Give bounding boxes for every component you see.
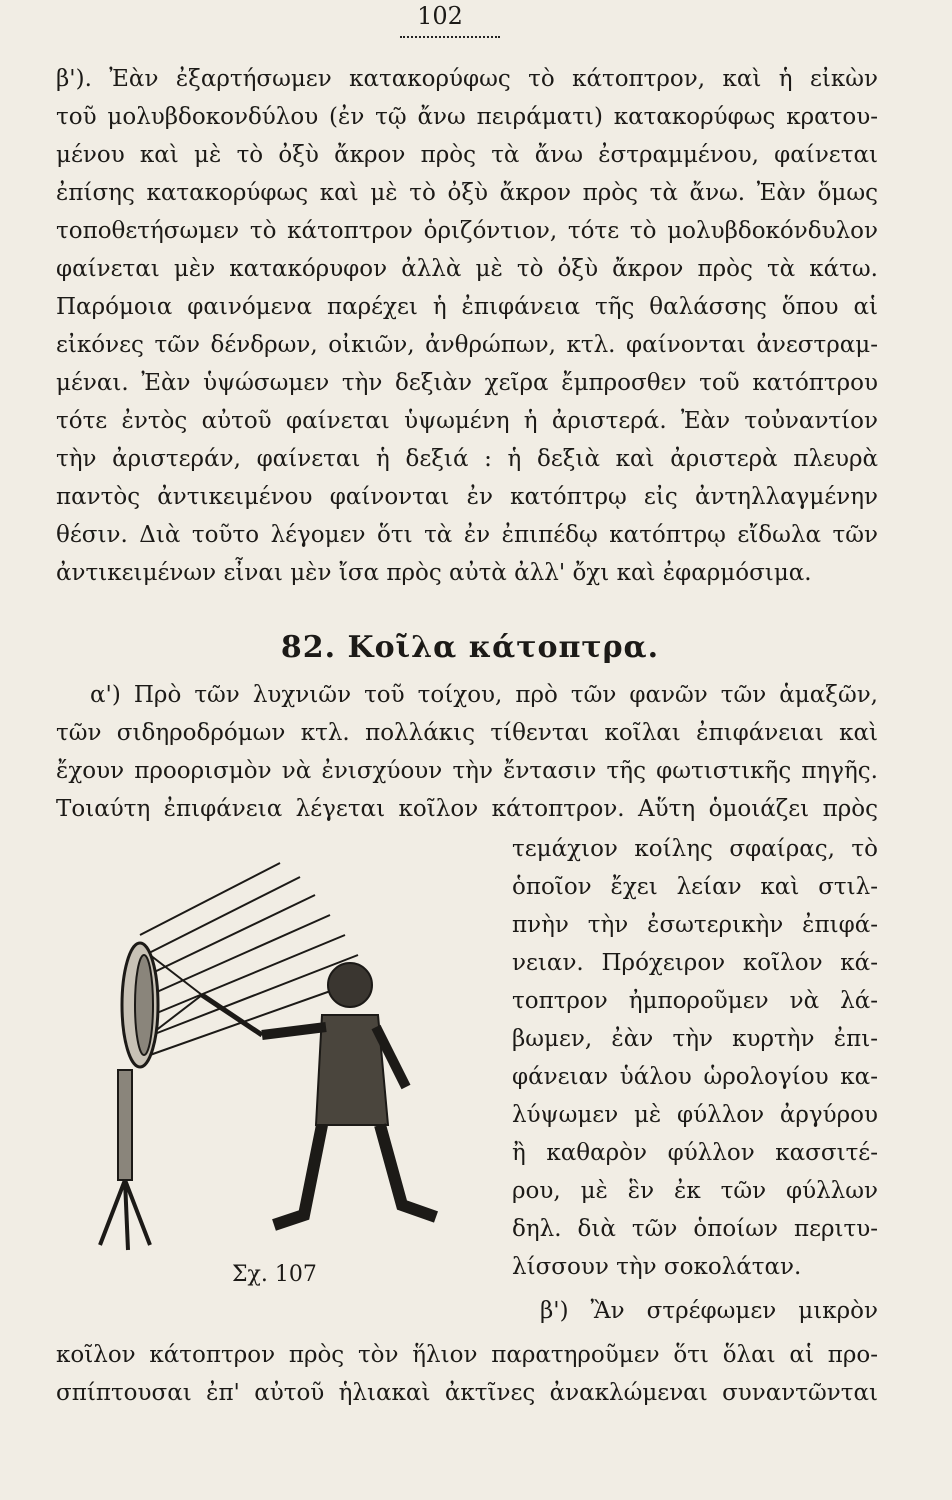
text-line: ἀντικειμένων εἶναι μὲν ἴσα πρὸς αὐτὰ ἀλλ' ὄχι καὶ ἐφαρμόσιμα. (56, 560, 812, 586)
text-line: φαίνεται μὲν κατακόρυφον ἀλλὰ μὲ τὸ ὀξὺ ἄκρον πρὸς τὰ κάτω. (56, 256, 878, 282)
text-line: θέσιν. Διὰ τοῦτο λέγομεν ὅτι τὰ ἐν ἐπιπέδῳ κατόπτρῳ εἴδωλα τῶν (56, 522, 878, 548)
text-line: κοῖλον κάτοπτρον πρὸς τὸν ἥλιον παρατηροῦμεν ὅτι ὅλαι αἱ προ- (56, 1342, 878, 1368)
text-line: Παρόμοια φαινόμενα παρέχει ἡ ἐπιφάνεια τῆς θαλάσσης ὅπου αἱ (56, 294, 878, 320)
text-line: δηλ. διὰ τῶν ὁποίων περιτυ- (512, 1216, 878, 1242)
text-line: λίσσουν τὴν σοκολάταν. (512, 1254, 802, 1280)
text-line: τοπτρον ἠμποροῦμεν νὰ λά- (512, 988, 878, 1014)
text-line: ἐπίσης κατακορύφως καὶ μὲ τὸ ὀξὺ ἄκρον πρὸς τὰ ἄνω. Ἐὰν ὅμως (56, 180, 878, 206)
figure-caption: Σχ. 107 (232, 1262, 317, 1287)
text-line: νειαν. Πρόχειρον κοῖλον κά- (512, 950, 878, 976)
text-line: λύψωμεν μὲ φύλλον ἀργύρου (512, 1102, 878, 1128)
section-heading: 82. Κοῖλα κάτοπτρα. (280, 630, 660, 665)
text-line: πνὴν τὴν ἐσωτερικὴν ἐπιφά- (512, 912, 878, 938)
figure-drawing (90, 855, 510, 1255)
header-rule (400, 36, 500, 38)
text-line: ρου, μὲ ἓν ἐκ τῶν φύλλων (512, 1178, 878, 1204)
page-number: 102 (417, 2, 463, 30)
text-line: φάνειαν ὑάλου ὡρολογίου κα- (512, 1064, 878, 1090)
text-line: παντὸς ἀντικειμένου φαίνονται ἐν κατόπτρῳ εἰς ἀντηλλαγμένην (56, 484, 878, 510)
text-line: τεμάχιον κοίλης σφαίρας, τὸ (512, 836, 878, 862)
text-line: Τοιαύτη ἐπιφάνεια λέγεται κοῖλον κάτοπτρον. Αὕτη ὁμοιάζει πρὸς (56, 796, 878, 822)
text-line: μέναι. Ἐὰν ὑψώσωμεν τὴν δεξιὰν χεῖρα ἔμπροσθεν τοῦ κατόπτρου (56, 370, 878, 396)
text-line: σπίπτουσαι ἐπ' αὐτοῦ ἡλιακαὶ ἀκτῖνες ἀνακλώμεναι συναντῶνται (56, 1380, 878, 1406)
text-line: β') Ἂν στρέφωμεν μικρὸν (540, 1298, 878, 1324)
text-line: ἔχουν προορισμὸν νὰ ἐνισχύουν τὴν ἔντασιν τῆς φωτιστικῆς πηγῆς. (56, 758, 878, 784)
text-line: τῶν σιδηροδρόμων κτλ. πολλάκις τίθενται κοῖλαι ἐπιφάνειαι καὶ (56, 720, 878, 746)
text-line: ὁποῖον ἔχει λείαν καὶ στιλ- (512, 874, 878, 900)
text-line: τοποθετήσωμεν τὸ κάτοπτρον ὁριζόντιον, τότε τὸ μολυβδοκόνδυλον (56, 218, 878, 244)
text-line: τὴν ἀριστεράν, φαίνεται ἡ δεξιά : ἡ δεξιὰ καὶ ἀριστερὰ πλευρὰ (56, 446, 878, 472)
text-line: βωμεν, ἐὰν τὴν κυρτὴν ἐπι- (512, 1026, 878, 1052)
text-line: εἰκόνες τῶν δένδρων, οἰκιῶν, ἀνθρώπων, κτλ. φαίνονται ἀνεστραμ- (56, 332, 878, 358)
text-line: τότε ἐντὸς αὐτοῦ φαίνεται ὑψωμένη ἡ ἀριστερά. Ἐὰν τοὐναντίον (56, 408, 878, 434)
text-line: ἢ καθαρὸν φύλλον κασσιτέ- (512, 1140, 878, 1166)
text-line: β'). Ἐὰν ἐξαρτήσωμεν κατακορύφως τὸ κάτοπτρον, καὶ ἡ εἰκὼν (56, 66, 878, 92)
text-line: τοῦ μολυβδοκονδύλου (ἐν τῷ ἄνω πειράματι) κατακορύφως κρατου- (56, 104, 878, 130)
text-line: α') Πρὸ τῶν λυχνιῶν τοῦ τοίχου, πρὸ τῶν φανῶν τῶν ἁμαξῶν, (90, 682, 878, 708)
concave-mirror-illustration (90, 855, 510, 1255)
text-line: μένου καὶ μὲ τὸ ὀξὺ ἄκρον πρὸς τὰ ἄνω ἐστραμμένου, φαίνεται (56, 142, 878, 168)
